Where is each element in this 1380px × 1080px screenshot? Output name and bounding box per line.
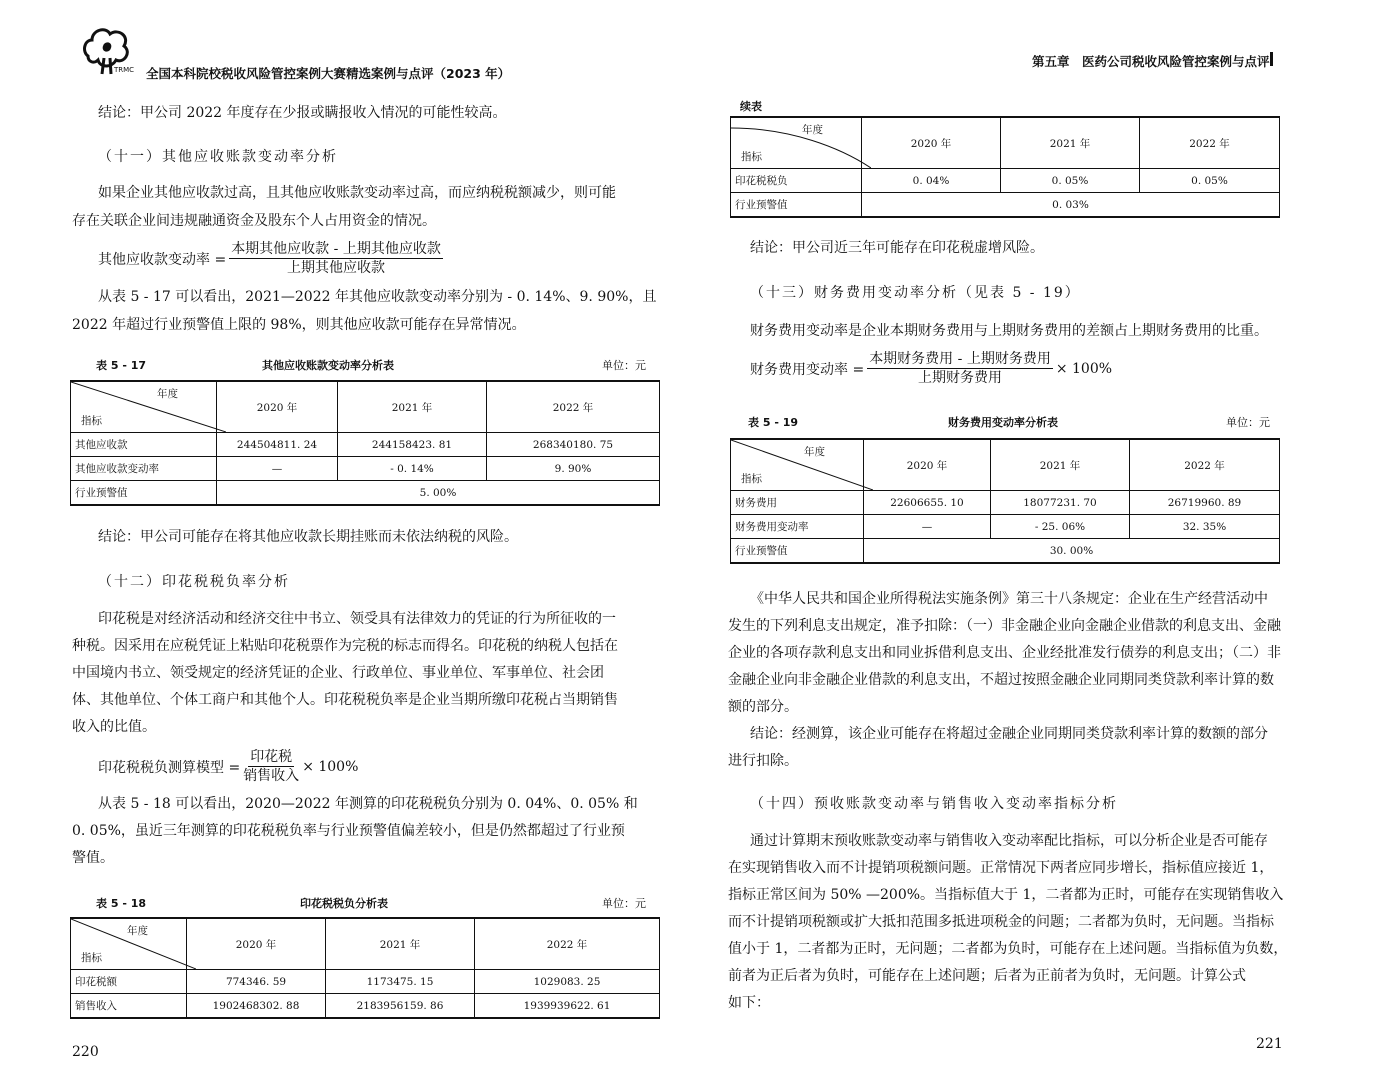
column-header: 2022 年 [487,381,660,433]
paragraph-line: 前者为正后者为负时，可能存在上述问题；后者为正前者为负时，无问题。计算公式 [728,968,1246,984]
table-cell: 9. 90% [487,457,660,481]
section-heading: （十二）印花税税负率分析 [98,574,290,590]
table-5-18 [70,917,660,1019]
table-cell: 244504811. 24 [217,433,338,457]
table-cell: 1029083. 25 [475,970,660,994]
page-number: 220 [72,1044,99,1060]
formula-numerator: 本期财务费用 - 上期财务费用 [869,351,1051,367]
formula-denominator: 销售收入 [243,768,300,784]
column-header: 2021 年 [1001,117,1140,169]
table-cell: 0. 05% [1001,169,1140,193]
table-row [71,970,660,994]
paragraph-line: 如下： [728,995,770,1011]
paragraph: 结论：甲公司 2022 年度存在少报或瞒报收入情况的可能性较高。 [98,105,507,121]
table-5-18-continued [730,116,1280,218]
formula-denominator: 上期财务费用 [918,370,1002,386]
table-id: 表 5 - 18 [96,897,147,910]
diagonal-header-cell [731,439,864,491]
index-label: 指标 [81,952,102,964]
paragraph-line: 发生的下列利息支出规定，准予扣除：（一）非金融企业向金融企业借款的利息支出、金融 [728,618,1281,634]
row-label: 印花税额 [71,970,187,994]
formula-finance-cost [750,350,1112,387]
column-header: 2021 年 [338,381,487,433]
page-number: 221 [1256,1036,1283,1052]
row-label: 财务费用变动率 [731,515,864,539]
table-cell: 1902468302. 88 [187,994,326,1019]
table-row [71,994,660,1019]
paragraph-line: 收入的比值。 [72,719,156,735]
row-label: 其他应收款 [71,433,217,457]
table-cell: - 0. 14% [338,457,487,481]
table-row [731,193,1280,218]
formula-other-receivable [98,240,446,277]
formula-numerator: 印花税 [250,749,293,765]
table-cell: 18077231. 70 [991,491,1130,515]
paragraph-line: 0. 05%，虽近三年测算的印花税税负率与行业预警值偏差较小，但是仍然都超过了行业预 [72,823,625,839]
trmc-logo [78,22,138,84]
table-cell: — [217,457,338,481]
section-heading: （十一）其他应收账款变动率分析 [98,149,338,165]
paragraph-line: 而不计提销项税额或扩大抵扣范围多抵进项税金的问题；二者都为负时，无问题。当指标 [728,914,1274,930]
formula-label: 其他应收款变动率 = [98,251,227,268]
table-cell: 2183956159. 86 [326,994,475,1019]
index-label: 指标 [81,415,102,427]
column-header: 2020 年 [187,918,326,970]
paragraph: 结论：甲公司近三年可能存在印花税虚增风险。 [750,240,1044,256]
table-row [71,433,660,457]
table-row [731,539,1280,564]
index-label: 指标 [741,151,762,163]
year-label: 年度 [157,388,178,400]
formula-denominator: 上期其他应收款 [287,260,385,276]
table-unit: 单位：元 [602,359,646,372]
table-cell: 1939939622. 61 [475,994,660,1019]
column-header: 2020 年 [217,381,338,433]
row-label: 行业预警值 [731,193,862,218]
paragraph: 财务费用变动率是企业本期财务费用与上期财务费用的差额占上期财务费用的比重。 [750,323,1268,339]
paragraph: 结论：甲公司可能存在将其他应收款长期挂账而未依法纳税的风险。 [98,529,518,545]
column-header: 2020 年 [864,439,991,491]
table-title: 印花税税负分析表 [300,897,388,910]
paragraph-line: 值小于 1，二者都为正时，无问题；二者都为负时，可能存在上述问题。当指标值为负数， [728,941,1288,957]
row-label: 印花税税负 [731,169,862,193]
table-cell: 22606655. 10 [864,491,991,515]
formula-stamp-tax [98,748,358,785]
table-cell: - 25. 06% [991,515,1130,539]
table-unit: 单位：元 [1226,416,1270,429]
column-header: 2020 年 [862,117,1001,169]
running-header: 全国本科院校税收风险管控案例大赛精选案例与点评（2023 年） [146,66,511,81]
table-row [731,169,1280,193]
section-heading: （十四）预收账款变动率与销售收入变动率指标分析 [750,796,1118,812]
table-5-19 [730,438,1280,564]
row-label: 财务费用 [731,491,864,515]
paragraph-line: 从表 5 - 18 可以看出，2020—2022 年测算的印花税税负分别为 0. 04%、0. 05% 和 [98,796,638,812]
paragraph-line: 金融企业向非金融企业借款的利息支出，不超过按照金融企业同期同类贷款利率计算的数 [728,672,1274,688]
year-label: 年度 [804,446,825,458]
table-row [71,481,660,506]
table-cell: 26719960. 89 [1130,491,1280,515]
row-label: 销售收入 [71,994,187,1019]
formula-suffix: × 100% [1055,360,1113,377]
table-id: 表 5 - 17 [96,359,147,372]
paragraph-line: 中国境内书立、领受规定的经济凭证的企业、行政单位、事业单位、军事单位、社会团 [72,665,604,681]
section-heading: （十三）财务费用变动率分析（见表 5 - 19） [750,285,1081,301]
table-row [731,491,1280,515]
row-label: 行业预警值 [731,539,864,564]
formula-numerator: 本期其他应收款 - 上期其他应收款 [231,241,441,257]
table-cell: 32. 35% [1130,515,1280,539]
table-cell: 1173475. 15 [326,970,475,994]
table-unit: 单位：元 [602,897,646,910]
column-header: 2022 年 [475,918,660,970]
table-cell: 5. 00% [217,481,660,506]
paragraph-line: 企业的各项存款利息支出和同业拆借利息支出、企业经批准发行债券的利息支出；（二）非 [728,645,1281,661]
table-title: 其他应收账款变动率分析表 [262,359,394,372]
formula-label: 财务费用变动率 = [750,361,865,378]
diagonal-header-cell [731,117,862,169]
table-cell: 0. 04% [862,169,1001,193]
logo-text: TRMC [114,66,135,74]
table-row [71,457,660,481]
table-id: 表 5 - 19 [748,416,799,429]
year-label: 年度 [127,925,148,937]
paragraph-line: 存在关联企业间违规融通资金及股东个人占用资金的情况。 [72,213,436,229]
right-page [690,0,1380,1080]
paragraph-line: 从表 5 - 17 可以看出，2021—2022 年其他应收款变动率分别为 - 0. 14%、9. 90%，且 [98,289,657,305]
paragraph-line: 指标正常区间为 50% —200%。当指标值大于 1，二者都为正时，可能存在实现销售收入 [728,887,1284,903]
table-cell: 0. 03% [862,193,1280,218]
table-cell: 268340180. 75 [487,433,660,457]
paragraph-line: 额的部分。 [728,699,798,715]
continued-label: 续表 [740,100,762,113]
table-row [731,515,1280,539]
diagonal-header-cell [71,381,217,433]
table-cell: — [864,515,991,539]
running-header: 第五章 医药公司税收风险管控案例与点评 [1032,54,1270,69]
paragraph-line: 在实现销售收入而不计提销项税额问题。正常情况下两者应同步增长，指标值应接近 1， [728,860,1274,876]
formula-label: 印花税税负测算模型 = [98,759,241,776]
column-header: 2021 年 [326,918,475,970]
table-cell: 0. 05% [1140,169,1280,193]
table-5-17 [70,380,660,506]
row-label: 行业预警值 [71,481,217,506]
table-cell: 774346. 59 [187,970,326,994]
paragraph-line: 《中华人民共和国企业所得税法实施条例》第三十八条规定：企业在生产经营活动中 [750,591,1268,607]
table-cell: 244158423. 81 [338,433,487,457]
column-header: 2021 年 [991,439,1130,491]
column-header: 2022 年 [1130,439,1280,491]
table-cell: 30. 00% [864,539,1280,564]
paragraph-line: 进行扣除。 [728,753,798,769]
index-label: 指标 [741,473,762,485]
diagonal-header-cell [71,918,187,970]
paragraph-line: 体、其他单位、个体工商户和其他个人。印花税税负率是企业当期所缴印花税占当期销售 [72,692,618,708]
row-label: 其他应收款变动率 [71,457,217,481]
paragraph-line: 印花税是对经济活动和经济交往中书立、领受具有法律效力的凭证的行为所征收的一 [98,611,616,627]
column-header: 2022 年 [1140,117,1280,169]
table-title: 财务费用变动率分析表 [948,416,1058,429]
header-bar [1270,52,1273,66]
paragraph-line: 种税。因采用在应税凭证上粘贴印花税票作为完税的标志而得名。印花税的纳税人包括在 [72,638,618,654]
paragraph-line: 通过计算期末预收账款变动率与销售收入变动率配比指标，可以分析企业是否可能存 [750,833,1268,849]
paragraph-line: 结论：经测算，该企业可能存在将超过金融企业同期同类贷款利率计算的数额的部分 [750,726,1268,742]
formula-suffix: × 100% [302,758,359,775]
paragraph-line: 2022 年超过行业预警值上限的 98%，则其他应收款可能存在异常情况。 [72,317,526,333]
paragraph-line: 如果企业其他应收款过高，且其他应收账款变动率过高，而应纳税税额减少，则可能 [98,185,616,201]
year-label: 年度 [802,124,823,136]
paragraph-line: 警值。 [72,850,114,866]
